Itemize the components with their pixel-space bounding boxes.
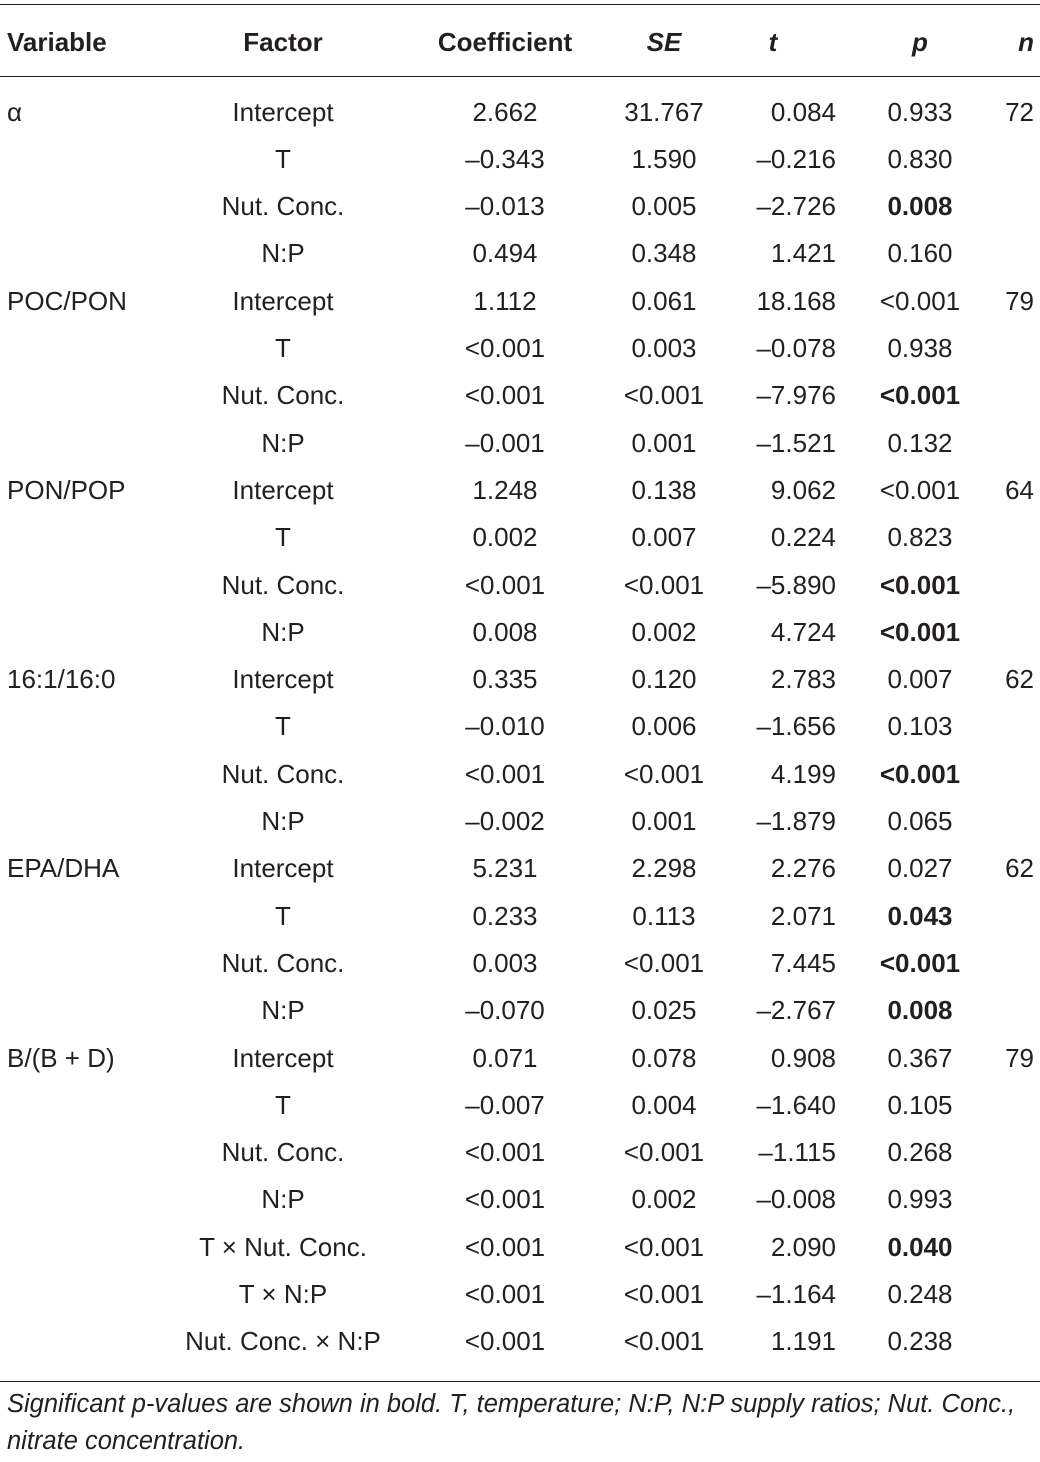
cell-n <box>990 1318 1034 1365</box>
cell-factor: T <box>275 143 291 174</box>
cell-p: <0.001 <box>879 616 961 647</box>
cell-t: 2.090 <box>770 1231 836 1262</box>
table-header-rule <box>0 76 1040 77</box>
table-row <box>0 703 1040 750</box>
header-n: n <box>1018 27 1034 57</box>
cell-coefficient: 1.248 <box>472 474 538 505</box>
cell-n <box>990 183 1034 230</box>
cell-coefficient: <0.001 <box>464 758 546 789</box>
cell-variable: α <box>7 96 23 127</box>
cell-coefficient: <0.001 <box>464 1326 546 1357</box>
cell-n <box>990 609 1034 656</box>
cell-se: 0.003 <box>631 333 697 363</box>
table-row <box>0 1271 1040 1318</box>
cell-factor: Intercept <box>232 853 334 884</box>
cell-t: 1.421 <box>770 238 836 269</box>
cell-se: <0.001 <box>623 1137 705 1168</box>
cell-se: 0.004 <box>631 1089 697 1120</box>
header-se: SE <box>646 27 682 57</box>
cell-coefficient: <0.001 <box>464 1231 546 1262</box>
cell-se: <0.001 <box>623 569 705 600</box>
cell-se: <0.001 <box>623 1231 705 1262</box>
cell-p: 0.268 <box>887 1137 953 1168</box>
cell-n <box>990 136 1034 183</box>
cell-factor: Nut. Conc. <box>221 569 345 600</box>
cell-t: –2.726 <box>756 191 836 222</box>
cell-p: <0.001 <box>879 758 961 789</box>
cell-t: –0.078 <box>756 333 836 363</box>
cell-p: <0.001 <box>879 380 961 411</box>
cell-n: 62 <box>1005 853 1034 884</box>
cell-se: 0.061 <box>631 285 697 316</box>
cell-p: 0.132 <box>887 427 953 458</box>
table-row <box>0 1318 1040 1365</box>
cell-coefficient: <0.001 <box>464 380 546 411</box>
header-t: t <box>768 27 778 57</box>
cell-p: 0.938 <box>887 333 953 363</box>
cell-t: 4.199 <box>770 758 836 789</box>
cell-t: –7.976 <box>756 380 836 411</box>
cell-p: <0.001 <box>879 474 961 505</box>
cell-p: 0.040 <box>887 1231 953 1262</box>
table-footnote: Significant p-values are shown in bold. T, temperature; N:P, N:P supply ratios; Nut. Conc., nitrate concentration. <box>7 1390 1016 1455</box>
cell-factor: N:P <box>261 1184 305 1215</box>
cell-factor: Nut. Conc. × N:P <box>185 1326 381 1357</box>
cell-coefficient: –0.070 <box>465 995 545 1026</box>
cell-n <box>990 372 1034 419</box>
cell-p: 0.367 <box>887 1042 953 1073</box>
cell-t: –0.216 <box>756 143 836 174</box>
cell-n <box>990 751 1034 798</box>
cell-factor: Nut. Conc. <box>221 380 345 411</box>
cell-coefficient: –0.010 <box>465 711 545 742</box>
cell-coefficient: 0.335 <box>472 664 538 695</box>
cell-coefficient: –0.013 <box>465 191 545 222</box>
cell-factor: Intercept <box>232 1042 334 1073</box>
cell-coefficient: <0.001 <box>464 333 546 363</box>
table-row <box>0 420 1040 467</box>
table-top-rule <box>0 4 1040 5</box>
cell-t: –1.164 <box>756 1279 836 1309</box>
table-row <box>0 1176 1040 1223</box>
cell-t: 0.084 <box>770 96 836 127</box>
cell-se: <0.001 <box>623 758 705 789</box>
cell-factor: N:P <box>261 995 305 1026</box>
cell-coefficient: 1.112 <box>473 285 537 316</box>
cell-factor: N:P <box>261 238 305 269</box>
cell-coefficient: <0.001 <box>464 1184 546 1215</box>
cell-p: 0.993 <box>887 1184 953 1215</box>
cell-factor: Nut. Conc. <box>221 947 345 978</box>
cell-factor: T × N:P <box>238 1279 328 1309</box>
cell-factor: Intercept <box>232 285 334 316</box>
cell-n <box>990 325 1034 372</box>
table-row <box>0 278 1040 325</box>
cell-coefficient: 0.002 <box>472 522 538 553</box>
cell-t: 0.908 <box>770 1042 836 1073</box>
cell-t: 7.445 <box>770 947 836 978</box>
cell-coefficient: –0.007 <box>465 1089 545 1120</box>
cell-coefficient: <0.001 <box>464 1279 546 1309</box>
cell-p: <0.001 <box>879 285 961 316</box>
cell-factor: N:P <box>261 427 305 458</box>
cell-se: 0.078 <box>631 1042 697 1073</box>
table-row <box>0 609 1040 656</box>
cell-p: 0.823 <box>887 522 953 553</box>
cell-factor: Nut. Conc. <box>221 1137 345 1168</box>
table-row <box>0 845 1040 892</box>
table-row <box>0 183 1040 230</box>
cell-t: –2.767 <box>756 995 836 1026</box>
table-row <box>0 987 1040 1034</box>
cell-n <box>990 1176 1034 1223</box>
cell-n <box>990 1224 1034 1271</box>
cell-t: –1.640 <box>756 1089 836 1120</box>
cell-se: 0.138 <box>631 474 697 505</box>
cell-coefficient: 5.231 <box>472 853 538 884</box>
cell-factor: Intercept <box>232 96 334 127</box>
cell-t: 9.062 <box>770 474 836 505</box>
cell-se: <0.001 <box>623 1326 705 1357</box>
cell-n <box>990 893 1034 940</box>
table-bottom-rule <box>0 1381 1040 1382</box>
cell-factor: Nut. Conc. <box>221 191 345 222</box>
cell-variable: 16:1/16:0 <box>7 664 116 695</box>
cell-p: 0.008 <box>887 191 953 222</box>
cell-coefficient: 0.003 <box>472 947 538 978</box>
cell-factor: Intercept <box>232 664 334 695</box>
cell-se: 2.298 <box>631 853 697 884</box>
cell-t: 1.191 <box>770 1326 836 1357</box>
table-row <box>0 467 1040 514</box>
cell-se: 0.001 <box>631 806 697 836</box>
table-row <box>0 325 1040 372</box>
cell-p: 0.248 <box>887 1279 953 1309</box>
cell-n: 79 <box>1005 285 1034 316</box>
cell-n <box>990 1082 1034 1129</box>
cell-factor: T <box>275 333 291 363</box>
cell-p: 0.027 <box>887 853 953 884</box>
cell-factor: N:P <box>261 616 305 647</box>
cell-p: 0.830 <box>887 143 953 174</box>
cell-t: –1.656 <box>756 711 836 742</box>
cell-t: 4.724 <box>770 616 836 647</box>
table-row <box>0 940 1040 987</box>
table-row <box>0 656 1040 703</box>
table-row <box>0 893 1040 940</box>
cell-se: 0.007 <box>631 522 697 553</box>
cell-n <box>990 562 1034 609</box>
table-row <box>0 372 1040 419</box>
cell-t: –1.115 <box>758 1137 836 1168</box>
cell-factor: T <box>275 900 291 931</box>
cell-p: 0.043 <box>887 900 953 931</box>
table-row <box>0 1129 1040 1176</box>
cell-n: 64 <box>1005 474 1034 505</box>
cell-p: 0.160 <box>887 238 953 269</box>
table-row <box>0 1035 1040 1082</box>
cell-factor: T <box>275 711 291 742</box>
cell-p: 0.105 <box>887 1089 953 1120</box>
cell-coefficient: 0.233 <box>472 900 538 931</box>
cell-p: <0.001 <box>879 569 961 600</box>
cell-factor: T × Nut. Conc. <box>199 1231 367 1262</box>
cell-n <box>990 703 1034 750</box>
table-row <box>0 89 1040 136</box>
cell-t: –5.890 <box>756 569 836 600</box>
cell-variable: POC/PON <box>7 285 127 316</box>
cell-n: 72 <box>1005 96 1034 127</box>
cell-coefficient: 2.662 <box>472 96 538 127</box>
cell-p: 0.065 <box>887 806 953 836</box>
cell-se: 0.002 <box>631 616 697 647</box>
table-row <box>0 751 1040 798</box>
cell-n <box>990 514 1034 561</box>
cell-coefficient: –0.001 <box>465 427 545 458</box>
cell-se: <0.001 <box>623 1279 705 1309</box>
cell-se: 0.002 <box>631 1184 697 1215</box>
cell-p: 0.238 <box>887 1326 953 1357</box>
cell-n <box>990 1129 1034 1176</box>
cell-p: 0.933 <box>887 96 953 127</box>
cell-factor: N:P <box>261 806 305 836</box>
cell-se: 0.348 <box>631 238 697 269</box>
cell-n: 79 <box>1005 1042 1034 1073</box>
cell-se: <0.001 <box>623 947 705 978</box>
cell-t: 0.224 <box>770 522 836 553</box>
cell-t: –1.521 <box>756 427 836 458</box>
cell-p: 0.103 <box>887 711 953 742</box>
cell-t: 2.783 <box>770 664 836 695</box>
cell-coefficient: 0.071 <box>472 1042 538 1073</box>
cell-se: 31.767 <box>624 96 704 127</box>
cell-t: –1.879 <box>756 806 836 836</box>
header-coefficient: Coefficient <box>437 27 573 57</box>
cell-p: <0.001 <box>879 947 961 978</box>
cell-n: 62 <box>1005 664 1034 695</box>
table-row <box>0 798 1040 845</box>
cell-n <box>990 987 1034 1034</box>
table-row <box>0 514 1040 561</box>
cell-t: –0.008 <box>756 1184 836 1215</box>
table-row <box>0 1224 1040 1271</box>
header-p: p <box>912 27 928 57</box>
table-row <box>0 562 1040 609</box>
cell-variable: PON/POP <box>7 474 126 505</box>
cell-coefficient: –0.343 <box>465 143 545 174</box>
cell-p: 0.008 <box>887 995 953 1026</box>
cell-t: 2.071 <box>770 900 836 931</box>
table-row <box>0 230 1040 277</box>
table-row <box>0 1082 1040 1129</box>
cell-factor: Nut. Conc. <box>221 758 345 789</box>
cell-variable: B/(B + D) <box>7 1042 115 1073</box>
cell-se: 0.005 <box>631 191 697 222</box>
cell-factor: Intercept <box>232 474 334 505</box>
cell-se: 0.025 <box>631 995 697 1026</box>
cell-se: 0.113 <box>632 900 696 931</box>
cell-coefficient: <0.001 <box>464 569 546 600</box>
cell-coefficient: 0.008 <box>472 616 538 647</box>
cell-n <box>990 940 1034 987</box>
cell-se: 0.120 <box>631 664 697 695</box>
cell-se: 1.590 <box>631 143 697 174</box>
cell-p: 0.007 <box>887 664 953 695</box>
cell-se: 0.001 <box>631 427 697 458</box>
header-factor: Factor <box>243 27 323 57</box>
cell-n <box>990 230 1034 277</box>
cell-n <box>990 1271 1034 1318</box>
cell-t: 18.168 <box>756 285 836 316</box>
table-row <box>0 136 1040 183</box>
cell-factor: T <box>275 522 291 553</box>
cell-n <box>990 798 1034 845</box>
cell-t: 2.276 <box>770 853 836 884</box>
cell-variable: EPA/DHA <box>7 853 120 884</box>
cell-coefficient: 0.494 <box>472 238 538 269</box>
cell-se: <0.001 <box>623 380 705 411</box>
cell-coefficient: –0.002 <box>465 806 545 836</box>
cell-factor: T <box>275 1089 291 1120</box>
cell-se: 0.006 <box>631 711 697 742</box>
header-variable: Variable <box>7 27 107 57</box>
cell-n <box>990 420 1034 467</box>
cell-coefficient: <0.001 <box>464 1137 546 1168</box>
